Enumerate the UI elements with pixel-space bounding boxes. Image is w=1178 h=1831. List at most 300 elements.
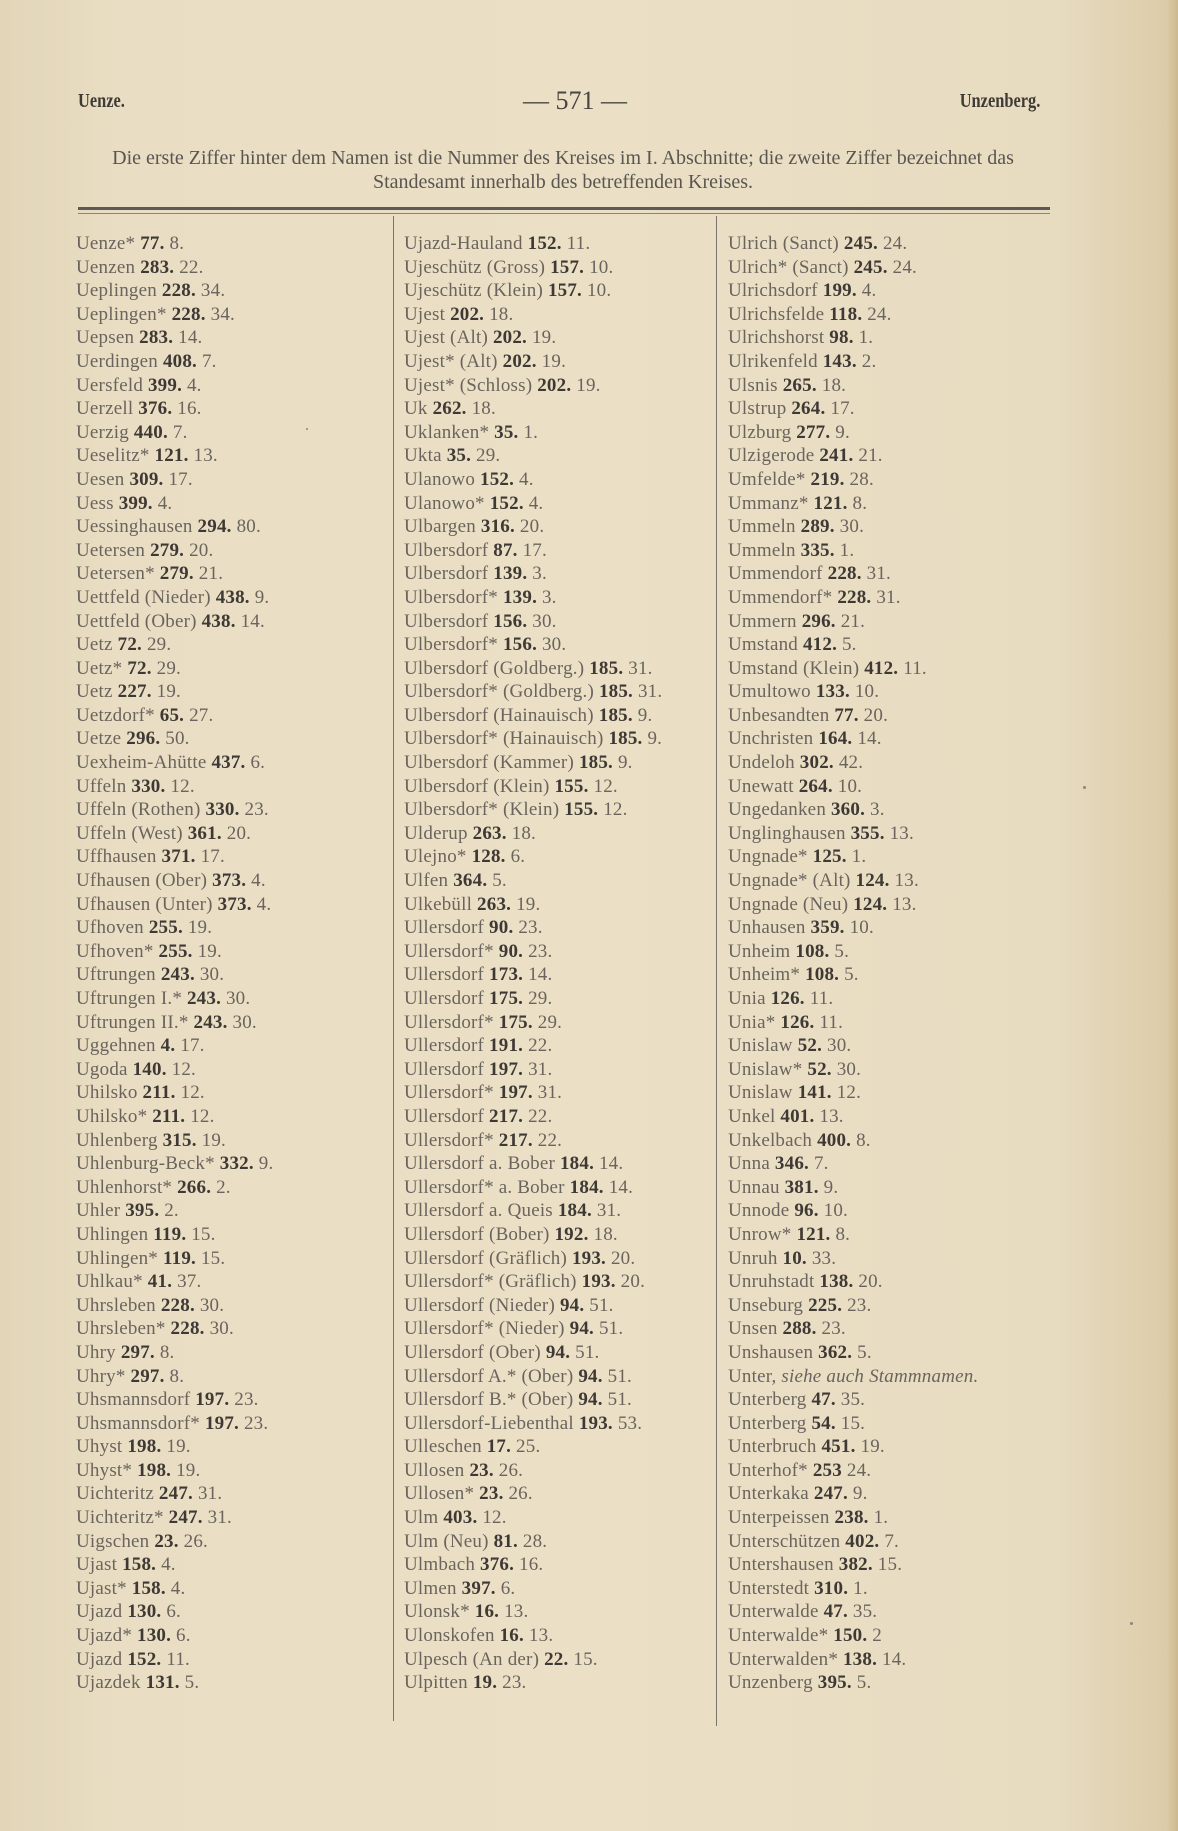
index-entry <box>76 326 273 350</box>
kreis-number: 156. <box>493 610 528 632</box>
index-entry <box>728 1412 978 1436</box>
kreis-number: 108. <box>795 940 830 962</box>
standesamt-number: 11. <box>166 1648 190 1670</box>
place-name: Ulbersdorf* <box>404 586 499 608</box>
index-entry <box>76 1671 273 1695</box>
kreis-number: 133. <box>815 681 850 703</box>
standesamt-number: 15. <box>191 1223 216 1245</box>
kreis-number: 228. <box>161 280 196 302</box>
standesamt-number: 15. <box>840 1412 866 1434</box>
place-name: Uhry* <box>76 1365 126 1387</box>
standesamt-number: 21. <box>198 563 224 585</box>
standesamt-number: 23. <box>518 917 543 939</box>
kreis-number: 193. <box>578 1412 613 1434</box>
standesamt-number: 9. <box>258 1153 274 1175</box>
index-entry <box>76 633 273 657</box>
standesamt-number: 42. <box>838 752 864 774</box>
standesamt-number: 14. <box>178 327 203 349</box>
index-entry <box>76 1223 273 1247</box>
index-entry <box>404 657 662 681</box>
index-entry <box>76 775 273 799</box>
standesamt-number: 50. <box>165 728 190 750</box>
standesamt-number: 4. <box>186 374 202 396</box>
standesamt-number: 4. <box>861 280 877 302</box>
kreis-number: 41. <box>147 1271 173 1293</box>
standesamt-number: 53. <box>617 1412 643 1434</box>
standesamt-number: 5. <box>844 964 859 986</box>
place-name: Uexheim-Ahütte <box>76 752 207 774</box>
place-name: Umfelde* <box>728 468 806 490</box>
standesamt-number: 80. <box>236 516 261 538</box>
index-entry <box>728 1294 978 1318</box>
index-entry <box>404 1624 662 1648</box>
kreis-number: 437. <box>211 752 246 774</box>
index-entry <box>76 1270 273 1294</box>
kreis-number: 155. <box>564 799 599 821</box>
kreis-number: 184. <box>569 1176 604 1198</box>
place-name: Uftrungen I.* <box>76 988 183 1009</box>
standesamt-number: 26. <box>183 1530 208 1552</box>
standesamt-number: 23. <box>502 1672 527 1694</box>
standesamt-number: 13. <box>892 893 917 915</box>
place-name: Uffeln (Rothen) <box>76 799 201 821</box>
kreis-number: 138. <box>842 1648 878 1670</box>
standesamt-number: 2. <box>216 1176 231 1198</box>
index-entry <box>404 279 662 303</box>
kreis-number: 185. <box>598 681 633 703</box>
standesamt-number: 30. <box>839 516 865 538</box>
index-entry <box>404 1294 662 1318</box>
kreis-number: 217. <box>489 1105 524 1127</box>
kreis-number: 228. <box>170 1318 205 1340</box>
standesamt-number: 35. <box>852 1601 878 1623</box>
standesamt-number: 29. <box>156 657 181 679</box>
place-name: Ulzburg <box>728 421 792 443</box>
standesamt-number: 23. <box>234 1389 259 1411</box>
kreis-number: 157. <box>550 256 585 278</box>
place-name: Uetersen* <box>76 563 155 585</box>
index-entry <box>728 256 978 280</box>
place-name: Untershausen <box>728 1554 834 1576</box>
kreis-number: 192. <box>554 1223 589 1245</box>
kreis-number: 289. <box>800 516 835 538</box>
standesamt-number: 17. <box>168 468 193 490</box>
index-entry <box>728 610 978 634</box>
place-name: Ullersdorf* <box>404 1129 494 1151</box>
place-name: Ujest <box>404 303 446 325</box>
place-name: Ukta <box>404 445 442 467</box>
kreis-number: 150. <box>833 1625 868 1647</box>
kreis-number: 294. <box>197 516 232 538</box>
kreis-number: 184. <box>557 1200 592 1222</box>
index-entry <box>404 963 662 987</box>
place-name: Ullersdorf A.* (Ober) <box>404 1365 574 1387</box>
place-name: Unterberg <box>728 1412 807 1434</box>
standesamt-number: 20. <box>863 704 889 726</box>
place-name: Uenze* <box>76 233 136 254</box>
place-name: Unterkaka <box>728 1483 809 1505</box>
index-entry <box>76 916 273 940</box>
header-rule-thin <box>78 213 1050 214</box>
place-name: Umstand <box>728 634 799 656</box>
standesamt-number: 10. <box>849 917 874 939</box>
standesamt-number: 6. <box>166 1601 181 1623</box>
index-entry <box>728 1317 978 1341</box>
standesamt-number: 29. <box>146 634 172 656</box>
standesamt-number: 18. <box>821 374 847 396</box>
index-entry <box>404 539 662 563</box>
kreis-number: 219. <box>810 468 845 490</box>
kreis-number: 355. <box>850 822 885 844</box>
place-name: Uerzig <box>76 421 129 443</box>
place-name: Uess <box>76 492 114 514</box>
place-name: Unseburg <box>728 1294 804 1316</box>
kreis-number: 202. <box>502 350 537 372</box>
index-entry <box>404 1365 662 1389</box>
kreis-number: 108. <box>805 964 840 986</box>
standesamt-number: 15. <box>573 1648 598 1670</box>
standesamt-number: 12. <box>180 1082 205 1104</box>
standesamt-number: 22. <box>528 1035 553 1057</box>
kreis-number: 16. <box>499 1625 524 1647</box>
index-entry <box>404 1435 662 1459</box>
place-name: Ufhoven* <box>76 940 154 962</box>
place-name: Unglinghausen <box>728 822 846 844</box>
place-name: Uichteritz <box>76 1483 154 1505</box>
kreis-number: 131. <box>145 1672 180 1694</box>
kreis-number: 10. <box>782 1247 807 1269</box>
index-entry <box>728 421 978 445</box>
kreis-number: 255. <box>158 940 193 962</box>
standesamt-number: 33. <box>811 1247 837 1269</box>
standesamt-number: 14. <box>608 1176 634 1198</box>
kreis-number: 403. <box>443 1507 478 1529</box>
standesamt-number: 7. <box>172 421 188 443</box>
standesamt-number: 20. <box>226 822 252 844</box>
kreis-number: 23. <box>469 1459 494 1481</box>
index-entry <box>404 916 662 940</box>
standesamt-number: 16. <box>177 398 202 420</box>
index-entry <box>76 727 273 751</box>
standesamt-number: 51. <box>598 1318 624 1340</box>
standesamt-number: 4. <box>251 870 266 892</box>
place-name: Uhsmannsdorf <box>76 1389 191 1411</box>
kreis-number: 185. <box>578 752 614 774</box>
standesamt-number: 35. <box>840 1389 866 1411</box>
standesamt-number: 4. <box>170 1577 186 1599</box>
index-entry <box>76 515 273 539</box>
index-entry <box>404 680 662 704</box>
kreis-number: 119. <box>162 1247 196 1269</box>
index-entry <box>728 444 978 468</box>
place-name: Uerzell <box>76 398 134 420</box>
index-entry <box>76 963 273 987</box>
place-name: Ujast* <box>76 1577 127 1599</box>
kreis-number: 376. <box>480 1554 515 1576</box>
kreis-number: 451. <box>821 1436 856 1458</box>
place-name: Ullersdorf a. Bober <box>404 1153 556 1175</box>
index-entry <box>728 1648 978 1672</box>
standesamt-number: 20. <box>519 516 545 538</box>
index-entry <box>404 256 662 280</box>
kreis-number: 130. <box>127 1601 162 1623</box>
place-name: Ulbargen <box>404 516 476 538</box>
place-name: Ulbersdorf <box>404 563 489 585</box>
kreis-number: 197. <box>204 1412 239 1434</box>
kreis-number: 22. <box>544 1648 569 1670</box>
kreis-number: 296. <box>801 610 836 632</box>
index-entry <box>728 279 978 303</box>
index-entry <box>404 1081 662 1105</box>
index-entry <box>728 1223 978 1247</box>
kreis-number: 141. <box>797 1082 832 1104</box>
standesamt-number: 12. <box>190 1105 215 1127</box>
kreis-number: 4. <box>160 1035 176 1057</box>
kreis-number: 90. <box>489 917 514 939</box>
index-entry <box>728 586 978 610</box>
kreis-number: 173. <box>489 964 524 986</box>
standesamt-number: 22. <box>537 1129 563 1151</box>
kreis-number: 315. <box>162 1129 197 1151</box>
kreis-number: 245. <box>853 256 888 278</box>
index-entry <box>728 1530 978 1554</box>
place-name: Ullersdorf* <box>404 940 494 962</box>
place-name: Uffeln <box>76 775 127 797</box>
index-entry <box>728 727 978 751</box>
kreis-number: 158. <box>122 1554 157 1576</box>
standesamt-number: 2. <box>164 1200 179 1222</box>
place-name: Unkel <box>728 1105 776 1127</box>
standesamt-number: 4. <box>519 468 534 490</box>
index-entry <box>76 1105 273 1129</box>
place-name: Ulbersdorf* (Goldberg.) <box>404 681 594 703</box>
index-entry <box>728 1624 978 1648</box>
index-entry <box>404 1341 662 1365</box>
kreis-number: 401. <box>780 1105 815 1127</box>
index-entry <box>404 1412 662 1436</box>
standesamt-number: 5. <box>834 940 850 962</box>
kreis-number: 193. <box>571 1247 607 1269</box>
index-entry <box>404 1058 662 1082</box>
standesamt-number: 9. <box>835 421 850 443</box>
standesamt-number: 6. <box>510 846 526 868</box>
kreis-number: 238. <box>834 1507 869 1529</box>
standesamt-number: 51. <box>575 1341 600 1363</box>
kreis-number: 279. <box>150 539 185 561</box>
kreis-number: 77. <box>834 704 859 726</box>
index-entry <box>76 987 273 1011</box>
place-name: Ullersdorf* a. Bober <box>404 1176 565 1198</box>
index-entry <box>728 680 978 704</box>
kreis-number: 283. <box>140 256 175 278</box>
place-name: Ulmbach <box>404 1554 476 1576</box>
index-entry <box>728 1152 978 1176</box>
kreis-number: 164. <box>818 728 853 750</box>
standesamt-number: 7. <box>201 350 217 372</box>
index-entry <box>728 657 978 681</box>
place-name: Ulrikenfeld <box>728 350 818 372</box>
running-head-last-entry: Unzenberg. <box>959 90 1040 112</box>
standesamt-number: 22. <box>179 256 204 278</box>
standesamt-number: 21. <box>858 445 883 467</box>
index-entry <box>76 1152 273 1176</box>
place-name: Uerdingen <box>76 350 158 372</box>
standesamt-number: 8. <box>169 1365 185 1387</box>
standesamt-number: 19. <box>187 917 213 939</box>
place-name: Unterwalde* <box>728 1625 829 1647</box>
place-name: Uetz <box>76 681 113 703</box>
kreis-number: 440. <box>133 421 168 443</box>
standesamt-number: 10. <box>589 256 614 278</box>
kreis-number: 156. <box>502 634 538 656</box>
kreis-number: 316. <box>480 516 515 538</box>
index-column-2 <box>404 232 662 1695</box>
standesamt-number: 1. <box>839 539 855 561</box>
standesamt-number: 18. <box>489 303 514 325</box>
place-name: Uersfeld <box>76 374 144 396</box>
kreis-number: 47. <box>811 1389 836 1411</box>
index-entry <box>728 232 978 256</box>
index-column-1 <box>76 232 273 1695</box>
place-name: Uhilsko <box>76 1082 138 1104</box>
place-name: Ufhausen (Ober) <box>76 870 208 892</box>
index-entry <box>404 869 662 893</box>
kreis-number: 197. <box>498 1082 533 1104</box>
kreis-number: 371. <box>161 846 196 868</box>
standesamt-number: 8. <box>169 233 185 254</box>
place-name: Uhry <box>76 1341 116 1363</box>
standesamt-number: 19. <box>176 1459 201 1481</box>
place-name: Ullersdorf <box>404 988 485 1009</box>
standesamt-number: 9. <box>254 586 270 608</box>
kreis-number: 228. <box>160 1294 195 1316</box>
standesamt-number: 23. <box>528 940 553 962</box>
place-name: Unkelbach <box>728 1129 813 1151</box>
standesamt-number: 17. <box>522 539 547 561</box>
index-entry <box>404 1388 662 1412</box>
place-name: Ullersdorf (Nieder) <box>404 1294 555 1316</box>
index-entry <box>728 1388 978 1412</box>
kreis-number: 191. <box>489 1035 524 1057</box>
kreis-number: 262. <box>432 398 467 420</box>
kreis-number: 412. <box>802 634 838 656</box>
place-name: Ulsnis <box>728 374 778 396</box>
standesamt-number: 14. <box>240 610 265 632</box>
standesamt-number: 12. <box>170 775 195 797</box>
index-entry <box>728 492 978 516</box>
index-entry <box>76 444 273 468</box>
kreis-number: 228. <box>827 563 862 585</box>
kreis-number: 211. <box>142 1082 176 1104</box>
standesamt-number: 5. <box>841 634 857 656</box>
kreis-number: 121. <box>813 492 848 514</box>
standesamt-number: 12. <box>482 1507 507 1529</box>
index-entry <box>76 1365 273 1389</box>
place-name: Ulanowo* <box>404 492 485 514</box>
index-entry <box>404 1011 662 1035</box>
standesamt-number: 30. <box>199 1294 225 1316</box>
place-name: Ummendorf <box>728 563 823 585</box>
place-name: Ulrichsfelde <box>728 303 825 325</box>
kreis-number: 94. <box>559 1294 585 1316</box>
index-entry <box>728 374 978 398</box>
place-name: Uhrsleben <box>76 1294 156 1316</box>
index-entry <box>404 1530 662 1554</box>
standesamt-number: 19. <box>541 350 567 372</box>
standesamt-number: 11. <box>903 657 927 679</box>
index-entry <box>76 1058 273 1082</box>
standesamt-number: 10. <box>823 1200 848 1222</box>
index-entry <box>728 916 978 940</box>
place-name: Ullersdorf (Gräflich) <box>404 1247 567 1269</box>
place-name: Unia* <box>728 1011 776 1033</box>
standesamt-number: 18. <box>471 398 496 420</box>
standesamt-number: 10. <box>854 681 880 703</box>
kreis-number: 243. <box>193 1011 228 1033</box>
standesamt-number: 24. <box>892 256 917 278</box>
standesamt-number: 26. <box>498 1459 524 1481</box>
place-name: Ufhausen (Unter) <box>76 893 213 915</box>
place-name: Ummern <box>728 610 797 632</box>
kreis-number: 152. <box>527 233 562 254</box>
place-name: Uffeln (West) <box>76 822 183 844</box>
place-name: Ulpesch (An der) <box>404 1648 540 1670</box>
standesamt-number: 1. <box>858 327 874 349</box>
kreis-number: 399. <box>147 374 183 396</box>
place-name: Unheim <box>728 940 791 962</box>
standesamt-number: 12. <box>603 799 628 821</box>
place-name: Ummeln <box>728 539 796 561</box>
place-name: Ullosen* <box>404 1483 475 1505</box>
kreis-number: 52. <box>797 1035 823 1057</box>
index-entry <box>76 869 273 893</box>
kreis-number: 185. <box>608 728 643 750</box>
index-entry <box>404 704 662 728</box>
index-entry <box>404 822 662 846</box>
place-name: Ujeschütz (Klein) <box>404 280 543 302</box>
place-name: Uftrungen II.* <box>76 1011 189 1033</box>
place-name: Ummeln <box>728 516 796 538</box>
index-entry <box>728 633 978 657</box>
index-entry <box>728 845 978 869</box>
standesamt-number: 10. <box>837 775 863 797</box>
index-entry <box>76 421 273 445</box>
index-entry <box>728 1459 978 1483</box>
place-name: Unterstedt <box>728 1577 810 1599</box>
standesamt-number: 51. <box>607 1389 632 1411</box>
standesamt-number: 14. <box>598 1153 624 1175</box>
place-name: Ullersdorf <box>404 1058 485 1080</box>
standesamt-number: 16. <box>519 1554 544 1576</box>
kreis-number: 152. <box>127 1648 162 1670</box>
place-name: Ullersdorf (Bober) <box>404 1223 550 1245</box>
standesamt-number: 15. <box>877 1554 903 1576</box>
standesamt-number: 30. <box>532 610 557 632</box>
standesamt-number: 8. <box>835 1223 851 1245</box>
kreis-number: 245. <box>843 233 878 254</box>
place-name: Ulbersdorf* (Klein) <box>404 799 560 821</box>
index-entry <box>728 1482 978 1506</box>
index-entry <box>404 893 662 917</box>
place-name: Ujazdek <box>76 1672 141 1694</box>
kreis-number: 395. <box>125 1200 160 1222</box>
kreis-number: 283. <box>139 327 174 349</box>
place-name: Ulonsk* <box>404 1601 470 1623</box>
index-entry <box>404 562 662 586</box>
kreis-number: 382. <box>838 1554 873 1576</box>
kreis-number: 184. <box>559 1153 595 1175</box>
index-entry <box>404 586 662 610</box>
